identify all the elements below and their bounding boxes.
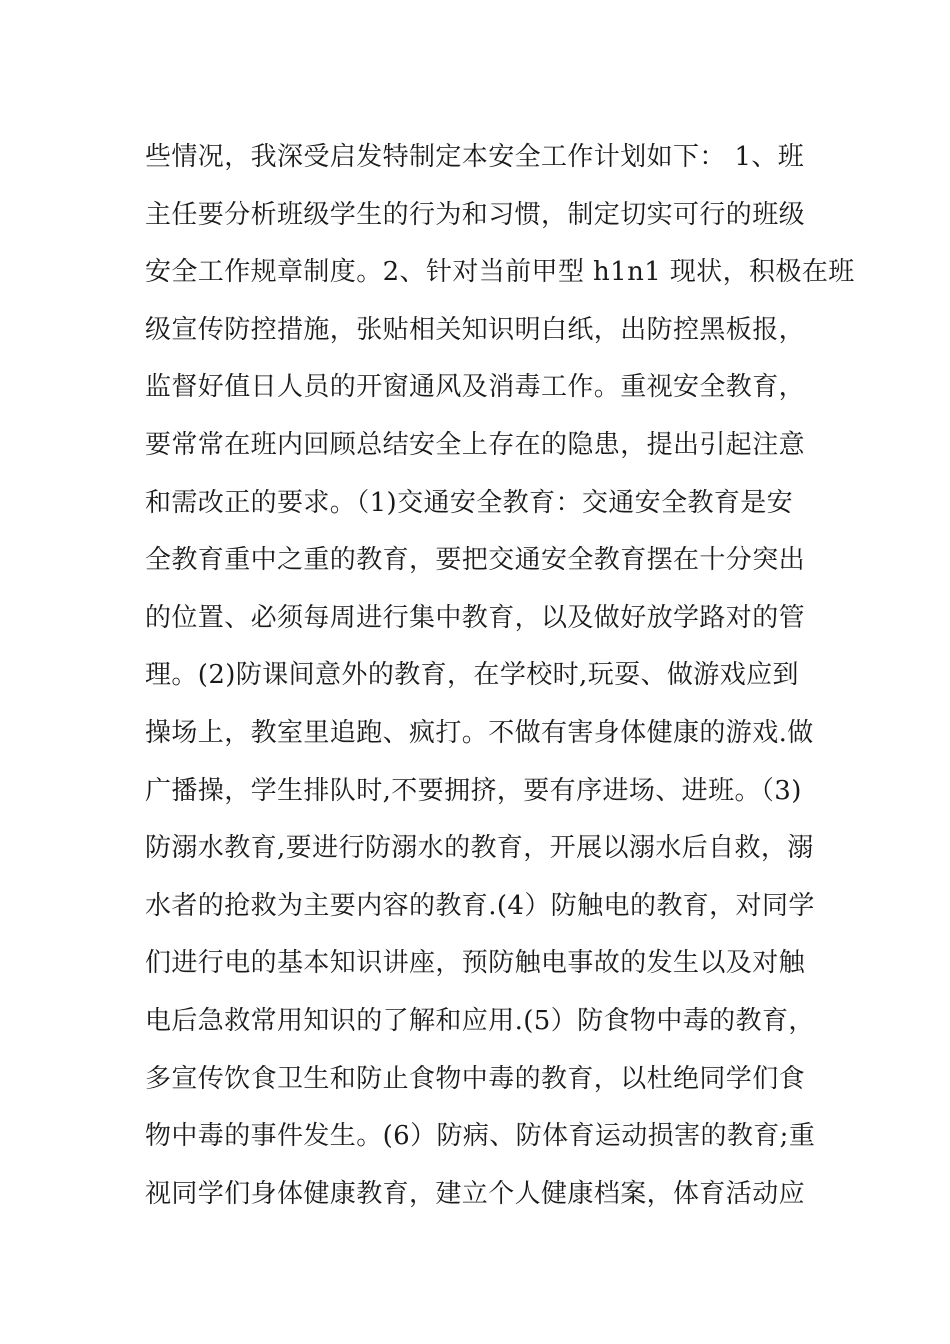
text-line: 的位置、必须每周进行集中教育，以及做好放学路对的管 (145, 602, 806, 633)
text-line: 要常常在班内回顾总结安全上存在的隐患，提出引起注意 (145, 429, 806, 460)
text-line: 视同学们身体健康教育，建立个人健康档案，体育活动应 (145, 1178, 806, 1209)
text-line: 电后急救常用知识的了解和应用.(5）防食物中毒的教育， (145, 1005, 815, 1036)
text-line: 级宣传防控措施，张贴相关知识明白纸，出防控黑板报， (145, 314, 806, 345)
text-line: 们进行电的基本知识讲座，预防触电事故的发生以及对触 (145, 948, 806, 979)
text-line: 水者的抢救为主要内容的教育.(4）防触电的教育，对同学 (145, 890, 815, 921)
text-line: 全教育重中之重的教育，要把交通安全教育摆在十分突出 (145, 545, 806, 576)
text-line: 物中毒的事件发生。(6）防病、防体育运动损害的教育;重 (145, 1121, 816, 1152)
text-line: 广播操，学生排队时,不要拥挤，要有序进场、进班。（3) (145, 775, 802, 806)
text-line: 安全工作规章制度。2、针对当前甲型 h1n1 现状，积极在班 (145, 257, 855, 288)
text-line: 主任要分析班级学生的行为和习惯，制定切实可行的班级 (145, 199, 806, 230)
body-paragraph (145, 129, 855, 1223)
text-line: 理。(2)防课间意外的教育，在学校时,玩耍、做游戏应到 (145, 660, 799, 691)
text-line: 和需改正的要求。（1)交通安全教育：交通安全教育是安 (145, 487, 794, 518)
text-line: 监督好值日人员的开窗通风及消毒工作。重视安全教育， (145, 372, 806, 403)
text-line: 防溺水教育,要进行防溺水的教育，开展以溺水后自救，溺 (145, 833, 814, 864)
text-line: 多宣传饮食卫生和防止食物中毒的教育，以杜绝同学们食 (145, 1063, 806, 1094)
text-line: 些情况，我深受启发特制定本安全工作计划如下： 1、班 (145, 142, 805, 172)
text-line: 操场上，教室里追跑、疯打。不做有害身体健康的游戏.做 (145, 717, 814, 748)
